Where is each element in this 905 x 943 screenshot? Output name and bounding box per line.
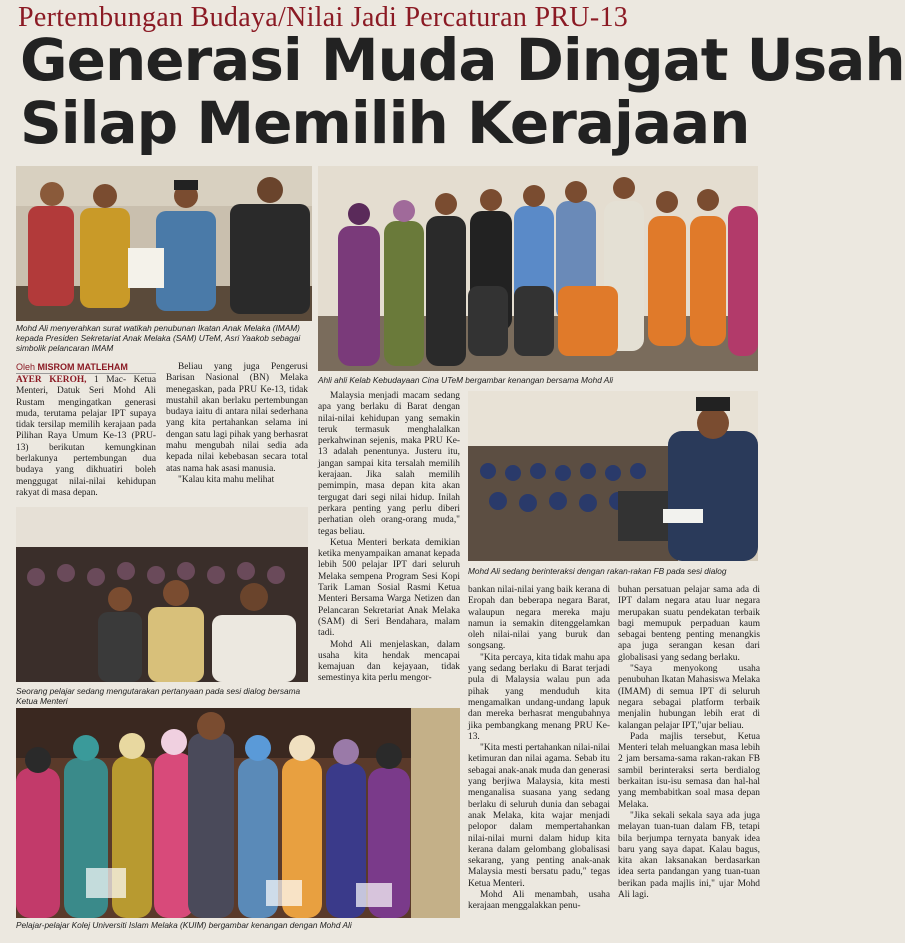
caption-photo-5: Pelajar-pelajar Kolej Universiti Islam Melaka (KUIM) bergambar kenangan dengan Mohd Ali — [16, 920, 352, 930]
article-column-2 — [166, 362, 308, 486]
article-column-4 — [468, 585, 610, 913]
photo-cultural-club — [318, 166, 758, 371]
col3-paragraph-3: Mohd Ali menjelaskan, dalam usaha kita hendak mencapai kemajuan dan kejayaan, tidak semestinya kita perlu mengor- — [318, 639, 460, 684]
col2-paragraph-1: Beliau yang juga Pengerusi Barisan Nasional (BN) Melaka menegaskan, pada PRU Ke-13, tidak mustahil akan berlaku pertembungan budaya iaitu di antara nilai sederhana yang kita pertahankan selama ini dengan satu lagi pihak yang berhasrat mahu mengubah nilai sedia ada kepada nilai kebebasan secara total atas nama hak asasi manusia. — [166, 362, 308, 474]
kicker-title: Pertembungan Budaya/Nilai Jadi Percaturan PRU-13 — [18, 2, 629, 33]
col2-paragraph-2: "Kalau kita mahu melihat — [178, 474, 275, 485]
col5-paragraph-2: "Saya menyokong usaha penubuhan Ikatan Mahasiswa Melaka (IMAM) di semua IPT di seluruh negara sebagai platform terbaik menjalin hubungan lebih erat di kalangan pelajar IPT,"ujar beliau. — [618, 664, 760, 731]
photo-kuim-image — [16, 708, 460, 918]
byline-prefix: Oleh — [16, 362, 36, 372]
col3-paragraph-2: Ketua Menteri berkata demikian ketika menyampaikan amanat kepada lebih 500 pelajar IPT dari seluruh Melaka sempena Program Sesi Kopi Tarik Laman Sosial Rasmi Ketua Menteri Bersama Warga Netizen dan Pelancaran Sekretariat Anak Melaka (SAM) di Seri Bendahara, malam tadi. — [318, 537, 460, 639]
caption-photo-4: Seorang pelajar sedang mengutarakan pertanyaan pada sesi dialog bersama Ketua Menteri — [16, 686, 301, 706]
photo-dialog-session — [468, 391, 758, 561]
headline-line-2: Silap Memilih Kerajaan — [20, 89, 750, 157]
col4-paragraph-2: "Kita percaya, kita tidak mahu apa yang sedang berlaku di Barat terjadi pula di Malaysia walau pun ada pihak yang menduduh kita mengamalkan undang-undang lapuk dan mereka berhasrat mengubahnya jika pembangkang menang PRU Ke-13. — [468, 652, 610, 742]
col5-paragraph-3: Pada majlis tersebut, Ketua Menteri telah meluangkan masa lebih 2 jam bersama-sama rakan-rakan FB sambil berinteraksi serta berdialog berkaitan isu-isu semasa dan hal-hal yang membabitkan soal masa depan Melaka. — [618, 731, 760, 810]
photo-cultural-club-image — [318, 166, 758, 371]
col5-paragraph-4: "Jika sekali sekala saya ada juga melayan tuan-tuan dalam FB, tetapi bila berjumpa ternyata banyak idea baru yang saya dapat. Kalau bagus, kita akan laksanakan berdasarkan idea serta pandangan yang tuan-tuan berikan pada majlis ini," ujar Mohd Ali lagi. — [618, 810, 760, 901]
col4-paragraph-3: "Kita mesti pertahankan nilai-nilai ketimuran dan nilai agama. Sebab itu sebagai anak-anak muda dan generasi yang berjiwa Malaysia, kita mesti menganalisa suasana yang sedang berlaku di seluruh dunia dan sebagai anak Melaka, kita wajar menjadi pelopor dalam mempertahankan nilai-nilai murni dalam hidup kita kerana dalam gelombang globalisasi sekarang, yang penting anak-anak Malaysia mesti bersatu padu," tegas Ketua Menteri. — [468, 743, 610, 889]
byline-author: MISROM MATLEHAM — [37, 362, 128, 372]
article-column-5 — [618, 585, 760, 901]
byline — [16, 362, 128, 372]
headline-line-1: Generasi Muda Dingat Usah — [20, 26, 905, 94]
dateline: AYER KEROH, — [16, 375, 87, 385]
caption-photo-1: Mohd Ali menyerahkan surat watikah penubunan Ikatan Anak Melaka (IMAM) kepada Presiden Sekretariat Anak Melaka (SAM) UTeM, Asri Yaakob sebagai simbolik pelancaran IMAM — [16, 323, 301, 353]
photo-certificate-handover — [16, 166, 312, 321]
caption-photo-2: Ahli ahli Kelab Kebudayaan Cina UTeM bergambar kenangan bersama Mohd Ali — [318, 375, 614, 385]
article-column-1 — [16, 375, 156, 499]
caption-photo-3: Mohd Ali sedang berinteraksi dengan rakan-rakan FB pada sesi dialog — [468, 566, 727, 576]
col4-paragraph-4: Mohd Ali menambah, usaha kerajaan menggalakkan penu- — [468, 890, 610, 912]
photo-dialog-image — [468, 391, 758, 561]
photo-student-question-image — [16, 507, 308, 682]
col3-paragraph-1: Malaysia menjadi macam sedang apa yang berlaku di Barat dengan nilai-nilai kehidupan yang semakin teruk termasuk menghalalkan perkahwinan sejenis, maka PRU Ke-13 adalah penentunya. Justeru itu, jangan sampai kita tersalah memilih kerajaan. Jika salah memilih pemimpin, masa depan kita akan tergugat dari segi nilai hidup. Inilah perkara penting yang perlu diberi perhatian oleh orang-orang muda," tegas beliau. — [318, 391, 460, 537]
byline-rule — [16, 373, 156, 374]
photo-kuim-students — [16, 708, 460, 918]
photo-certificate-image — [16, 166, 312, 321]
article-column-3 — [318, 391, 460, 685]
col4-paragraph-1: bankan nilai-nilai yang baik kerana di Eropah dan beberapa negara Barat, walaupun negara mereka maju namun ia semakin ditenggelamkan oleh nilai-nilai yang buruk dan songsang. — [468, 585, 610, 652]
col1-paragraph-1: 1 Mac- Ketua Menteri, Datuk Seri Mohd Ali Rustam mengingatkan generasi muda, terutama pelajar IPT supaya tidak tersilap memilih kerajaan pada Pilihan Raya Umum Ke-13 (PRU-13) berikutan kemungkinan berlakunya pertembungan dua budaya yang dikhuatiri boleh menggugat nilai-nilai kehidupan rakyat di masa depan. — [16, 375, 156, 498]
photo-student-question — [16, 507, 308, 682]
col5-paragraph-1: buhan persatuan pelajar sama ada di IPT dalam negara atau luar negara merupakan suatu pendekatan terbaik bagi memupuk perpaduan kaum sebagai benteng penting menangkis apa juga serangan kesan dari globalisasi yang sedang berlaku. — [618, 585, 760, 663]
